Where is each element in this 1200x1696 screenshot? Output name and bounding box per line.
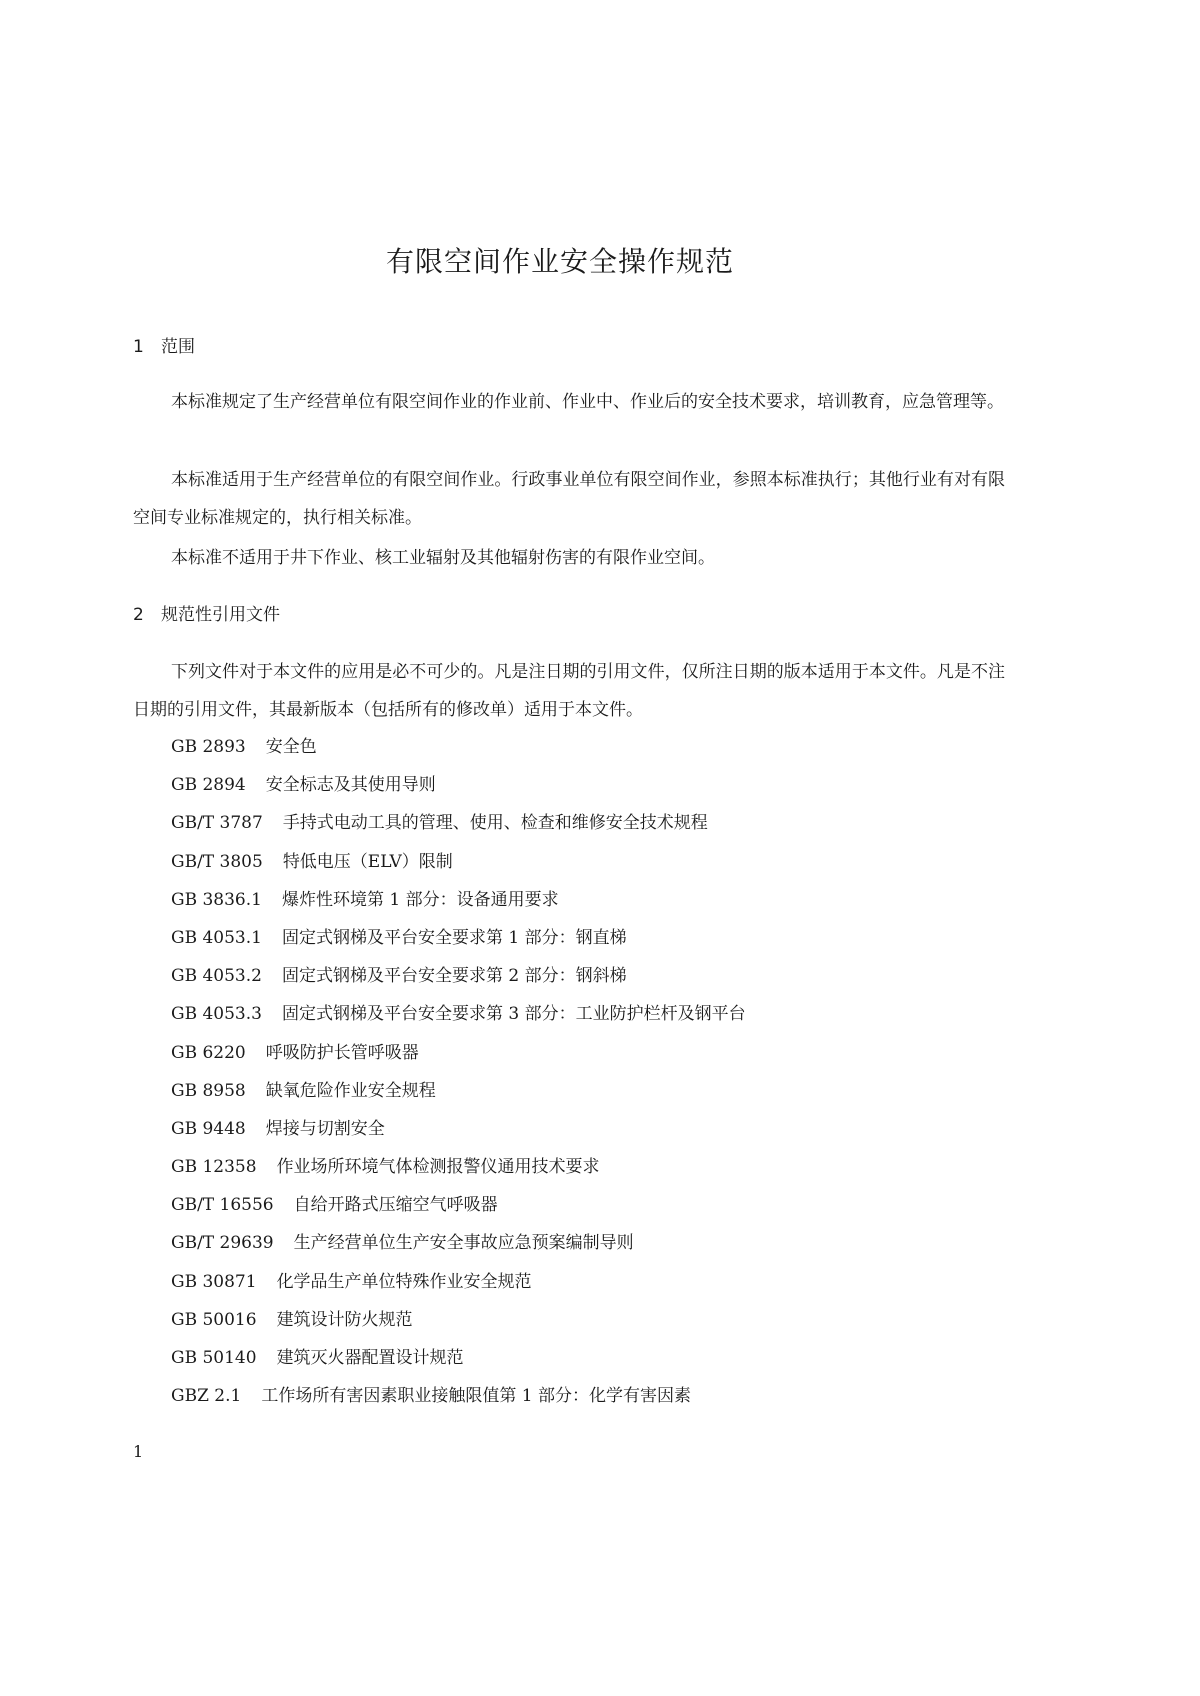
reference-title: 作业场所环境气体检测报警仪通用技术要求 <box>276 1157 600 1178</box>
reference-code: GB 8958 <box>171 1080 246 1101</box>
reference-list <box>171 728 1011 1415</box>
reference-item <box>171 1034 1011 1072</box>
reference-code: GB 9448 <box>171 1118 246 1139</box>
reference-title: 自给开路式压缩空气呼吸器 <box>293 1195 498 1216</box>
reference-code: GB 3836.1 <box>171 889 262 910</box>
reference-code: GB 2894 <box>171 775 246 796</box>
reference-item <box>171 919 1011 957</box>
section-title: 规范性引用文件 <box>161 605 280 625</box>
reference-title: 固定式钢梯及平台安全要求第 1 部分：钢直梯 <box>281 927 627 948</box>
reference-code: GB/T 16556 <box>171 1195 274 1216</box>
scope-paragraph: 本标准不适用于井下作业、核工业辐射及其他辐射伤害的有限作业空间。 <box>171 548 715 568</box>
reference-code: GB 50016 <box>171 1309 257 1330</box>
reference-code: GB/T 3787 <box>171 813 263 834</box>
reference-item <box>171 1377 1011 1415</box>
section-heading-scope <box>133 332 195 362</box>
reference-title: 安全色 <box>265 737 317 757</box>
reference-code: GB 4053.3 <box>171 1004 262 1025</box>
reference-code: GB 30871 <box>171 1271 257 1292</box>
scope-paragraph: 本标准适用于生产经营单位的有限空间作业。行政事业单位有限空间作业，参照本标准执行；其他行业有对有限空间专业标准规定的，执行相关标准。 <box>133 470 1005 528</box>
reference-item <box>171 843 1011 881</box>
references-intro-paragraph: 下列文件对于本文件的应用是必不可少的。凡是注日期的引用文件，仅所注日期的版本适用于本文件。凡是不注日期的引用文件，其最新版本（包括所有的修改单）适用于本文件。 <box>133 662 1005 720</box>
reference-item <box>171 1263 1011 1301</box>
reference-title: 缺氧危险作业安全规程 <box>265 1080 436 1101</box>
reference-title: 呼吸防护长管呼吸器 <box>265 1042 419 1063</box>
reference-item <box>171 1110 1011 1148</box>
reference-item <box>171 804 1011 842</box>
reference-title: 手持式电动工具的管理、使用、检查和维修安全技术规程 <box>282 813 708 834</box>
document-title: 有限空间作业安全操作规范 <box>385 245 734 278</box>
reference-title: 特低电压（ELV）限制 <box>282 851 453 872</box>
section-number: 2 <box>133 605 144 625</box>
reference-title: 工作场所有害因素职业接触限值第 1 部分：化学有害因素 <box>261 1386 691 1407</box>
reference-title: 安全标志及其使用导则 <box>265 775 436 796</box>
reference-code: GB 4053.1 <box>171 927 262 948</box>
section-heading-normative-references <box>133 600 280 630</box>
reference-code: GBZ 2.1 <box>171 1386 242 1407</box>
reference-item <box>171 1301 1011 1339</box>
reference-code: GB 50140 <box>171 1348 257 1368</box>
page-number: 1 <box>133 1442 144 1461</box>
reference-code: GB/T 3805 <box>171 851 263 872</box>
reference-code: GB 6220 <box>171 1042 246 1063</box>
reference-item <box>171 1339 1011 1377</box>
reference-code: GB 4053.2 <box>171 966 262 987</box>
reference-item <box>171 1224 1011 1262</box>
reference-item <box>171 881 1011 919</box>
reference-title: 焊接与切割安全 <box>265 1118 385 1139</box>
reference-item <box>171 995 1011 1033</box>
reference-title: 爆炸性环境第 1 部分：设备通用要求 <box>281 889 559 910</box>
reference-code: GB/T 29639 <box>171 1233 274 1254</box>
reference-item <box>171 1186 1011 1224</box>
reference-item <box>171 728 1011 766</box>
reference-title: 生产经营单位生产安全事故应急预案编制导则 <box>293 1233 634 1254</box>
reference-title: 建筑灭火器配置设计规范 <box>276 1348 464 1368</box>
reference-item <box>171 1072 1011 1110</box>
reference-item <box>171 957 1011 995</box>
reference-item <box>171 766 1011 804</box>
scope-paragraph: 本标准规定了生产经营单位有限空间作业的作业前、作业中、作业后的安全技术要求，培训教育，应急管理等。 <box>171 392 1004 412</box>
section-title: 范围 <box>161 337 195 357</box>
reference-title: 化学品生产单位特殊作业安全规范 <box>276 1271 532 1292</box>
reference-title: 固定式钢梯及平台安全要求第 3 部分：工业防护栏杆及钢平台 <box>281 1004 746 1025</box>
reference-code: GB 2893 <box>171 737 246 757</box>
reference-title: 建筑设计防火规范 <box>276 1309 413 1330</box>
reference-title: 固定式钢梯及平台安全要求第 2 部分：钢斜梯 <box>281 966 627 987</box>
section-number: 1 <box>133 337 144 357</box>
reference-item <box>171 1148 1011 1186</box>
reference-code: GB 12358 <box>171 1157 257 1178</box>
